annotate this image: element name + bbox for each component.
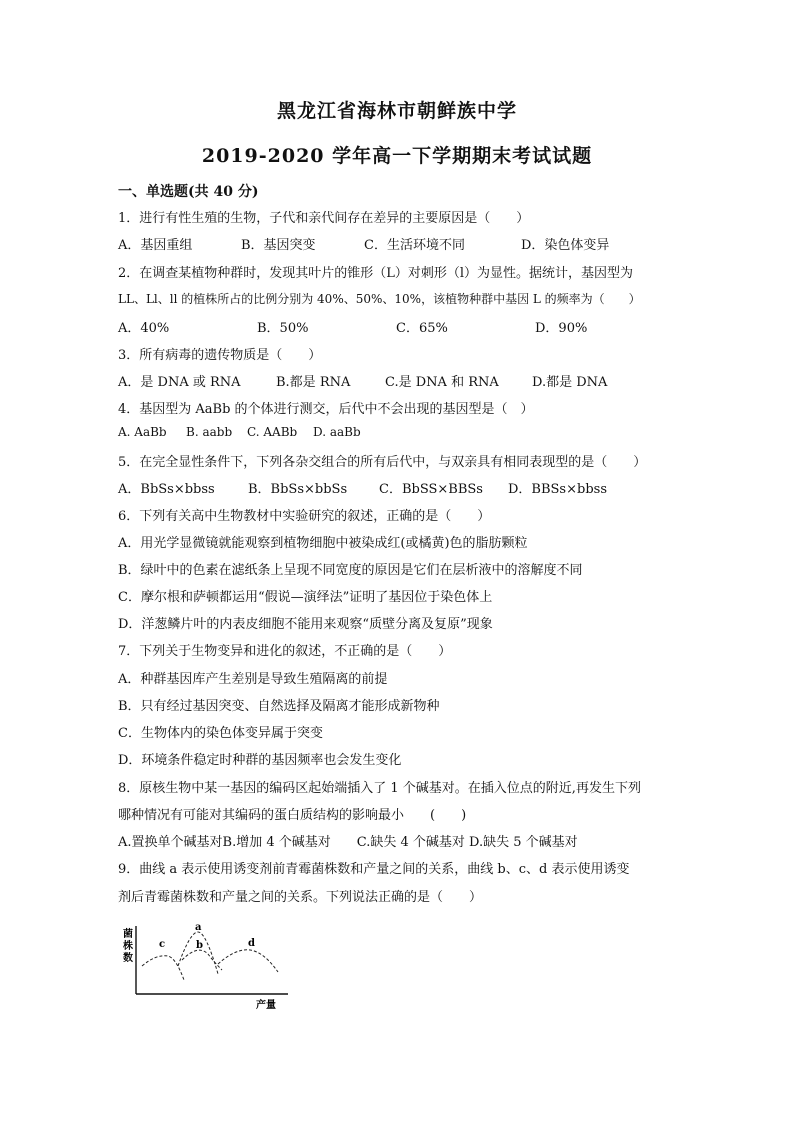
question-6-option-a: A．用光学显微镜就能观察到植物细胞中被染成红(或橘黄)色的脂肪颗粒 (118, 536, 528, 551)
question-4-stem: 4．基因型为 AaBb 的个体进行测交，后代中不会出现的基因型是（ ） (118, 402, 534, 417)
question-2-option-c: C．65% (396, 321, 448, 336)
question-2-option-d: D．90% (535, 321, 588, 336)
question-7-option-b: B．只有经过基因突变、自然选择及隔离才能形成新物种 (118, 699, 440, 714)
question-1-option-b: B．基因突变 (241, 238, 316, 253)
question-3-option-a: A．是 DNA 或 RNA (118, 375, 241, 390)
question-1-option-d: D．染色体变异 (521, 238, 610, 253)
question-4-option-b: B. aabb (186, 425, 233, 439)
question-3-stem: 3．所有病毒的遗传物质是（ ） (118, 348, 322, 363)
y-axis-label-3: 数 (123, 953, 133, 964)
curve-label-b: b (196, 940, 203, 951)
curve-label-d: d (248, 938, 255, 949)
section-heading: 一、单选题(共 40 分) (118, 184, 259, 200)
curve-label-c: c (159, 939, 166, 950)
x-axis-label: 产量 (256, 1000, 276, 1011)
question-5-stem: 5．在完全显性条件下，下列各杂交组合的所有后代中，与双亲具有相同表现型的是（ ） (118, 455, 647, 470)
question-3-option-c: C.是 DNA 和 RNA (385, 375, 499, 390)
question-9-figure (118, 918, 298, 1013)
y-axis-label-1: 菌 (123, 929, 133, 940)
question-1-option-a: A．基因重组 (118, 238, 193, 253)
question-5-option-a: A．BbSs×bbss (118, 482, 215, 497)
question-6-option-b: B．绿叶中的色素在滤纸条上呈现不同宽度的原因是它们在层析液中的溶解度不同 (118, 563, 583, 578)
question-3-option-b: B.都是 RNA (276, 375, 351, 390)
question-9-stem-line2: 剂后青霉菌株数和产量之间的关系。下列说法正确的是（ ） (118, 890, 483, 905)
question-4-option-a: A. AaBb (118, 425, 167, 439)
question-2-option-b: B．50% (257, 321, 309, 336)
question-4-option-d: D. aaBb (313, 425, 361, 439)
curve-d (218, 950, 278, 972)
question-5-option-c: C．BbSS×BBSs (379, 482, 483, 497)
question-7-option-c: C．生物体内的染色体变异属于突变 (118, 726, 323, 741)
question-8-stem-line2: 哪种情况有可能对其编码的蛋白质结构的影响最小 ( ) (118, 808, 467, 823)
question-1-option-c: C．生活环境不同 (364, 238, 465, 253)
question-2-option-a: A．40% (118, 321, 170, 336)
question-8-options: A.置换单个碱基对B.增加 4 个碱基对 C.缺失 4 个碱基对 D.缺失 5 个碱基对 (118, 835, 578, 850)
curve-c (142, 956, 184, 980)
school-title: 黑龙江省海林市朝鲜族中学 (276, 100, 517, 122)
question-3-option-d: D.都是 DNA (532, 375, 608, 390)
question-7-option-d: D．环境条件稳定时种群的基因频率也会发生变化 (118, 753, 402, 768)
question-8-stem-line1: 8．原核生物中某一基因的编码区起始端插入了 1 个碱基对。在插入位点的附近,再发生下列 (118, 781, 641, 796)
curve-a (178, 932, 218, 974)
curve-label-a: a (195, 922, 202, 933)
question-6-option-c: C．摩尔根和萨顿都运用“假说—演绎法”证明了基因位于染色体上 (118, 590, 493, 605)
question-1-stem: 1．进行有性生殖的生物，子代和亲代间存在差异的主要原因是（ ） (118, 211, 530, 226)
question-6-option-d: D．洋葱鳞片叶的内表皮细胞不能用来观察“质壁分离及复原”现象 (118, 617, 493, 632)
question-6-stem: 6．下列有关高中生物教材中实验研究的叙述，正确的是（ ） (118, 509, 491, 524)
exam-title: 2019-2020 学年高一下学期期末考试试题 (201, 145, 593, 167)
question-4-option-c: C. AABb (247, 425, 298, 439)
question-9-stem-line1: 9．曲线 a 表示使用诱变剂前青霉菌株数和产量之间的关系，曲线 b、c、d 表示使用诱变 (118, 862, 630, 877)
question-7-option-a: A．种群基因库产生差别是导致生殖隔离的前提 (118, 672, 388, 687)
question-7-stem: 7．下列关于生物变异和进化的叙述，不正确的是（ ） (118, 644, 452, 659)
question-5-option-d: D．BBSs×bbss (508, 482, 607, 497)
question-2-stem-line2: LL、Ll、ll 的植株所占的比例分别为 40%、50%、10%，该植物种群中基因 L 的频率为（ ） (118, 292, 641, 306)
question-5-option-b: B．BbSs×bbSs (248, 482, 348, 497)
question-2-stem-line1: 2．在调查某植物种群时，发现其叶片的锥形（L）对刺形（l）为显性。据统计，基因型为 (118, 266, 634, 281)
y-axis-label-2: 株 (123, 941, 133, 952)
